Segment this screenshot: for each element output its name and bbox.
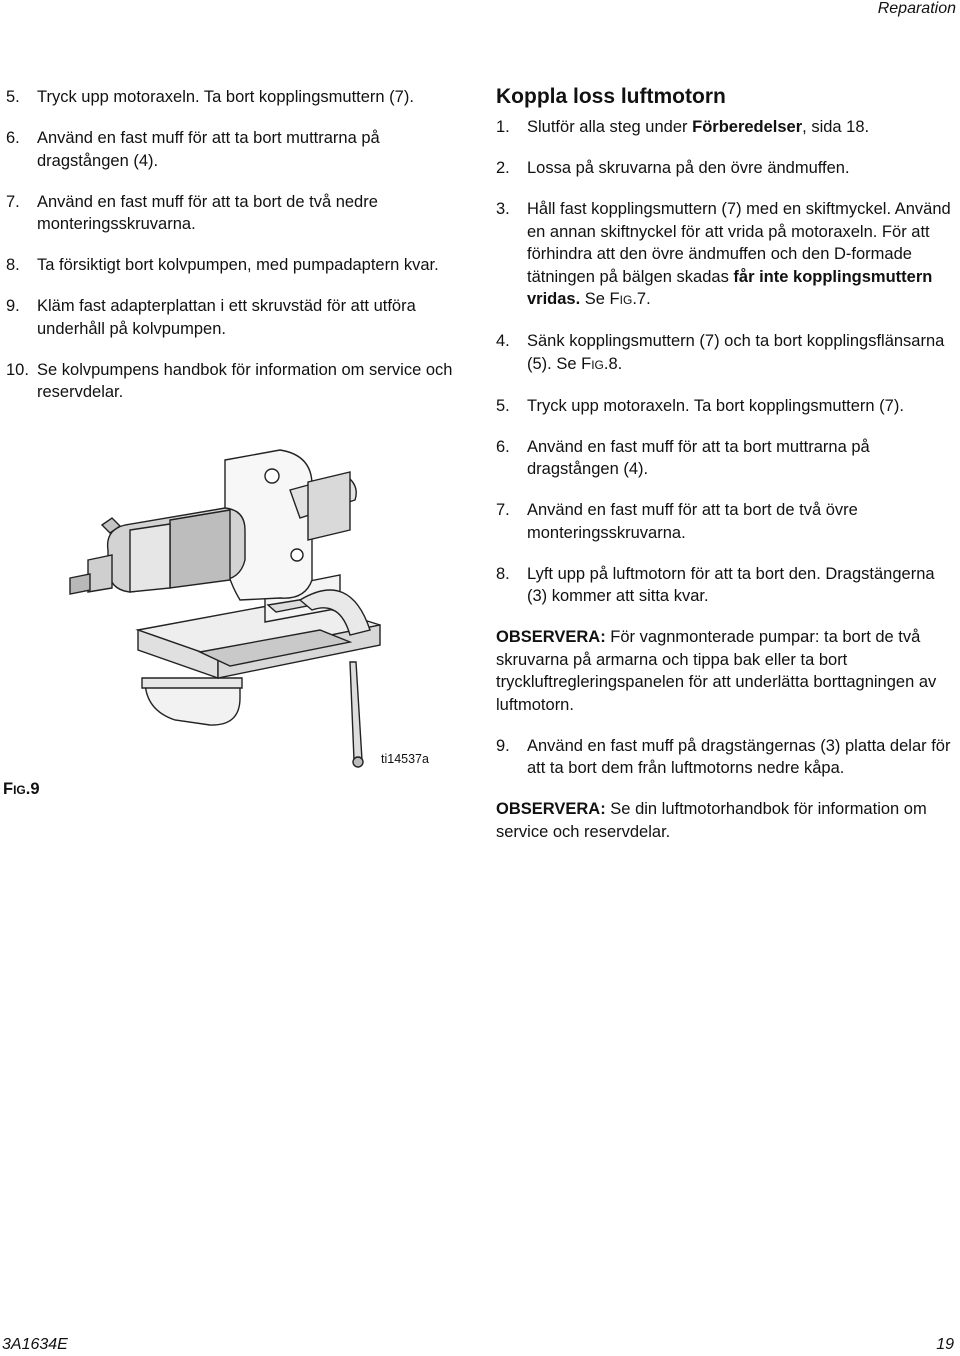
step-number: 9. <box>496 736 510 755</box>
step-number: 9. <box>6 297 20 315</box>
section-heading: Koppla loss luftmotorn <box>496 85 726 108</box>
step-text: Använd en fast muff på dragstängernas (3) platta delar för att ta bort dem från luftmotorns nedre kåpa. <box>527 736 951 777</box>
list-item <box>496 735 956 780</box>
step-text: Kläm fast adapterplattan i ett skruvstäd för att utföra underhåll på kolvpumpen. <box>37 297 416 338</box>
list-item <box>496 157 956 180</box>
step-number: 5. <box>496 396 510 415</box>
step-number: 8. <box>6 256 20 274</box>
step-text: Använd en fast muff för att ta bort muttrarna på dragstången (4). <box>37 129 380 170</box>
step-text: Tryck upp motoraxeln. Ta bort kopplingsmuttern (7). <box>527 396 904 415</box>
list-item <box>6 359 468 404</box>
figure-label: FIG.9 <box>3 780 40 798</box>
list-item <box>496 499 956 544</box>
step-number: 6. <box>496 437 510 456</box>
step-text: Lossa på skruvarna på den övre ändmuffen. <box>527 159 850 177</box>
page-number: 19 <box>936 1336 954 1353</box>
step-number: 3. <box>496 200 510 218</box>
list-item <box>496 395 956 418</box>
running-header: Reparation <box>877 0 956 17</box>
list-item <box>6 191 468 236</box>
step-text: Ta försiktigt bort kolvpumpen, med pumpadaptern kvar. <box>37 256 439 274</box>
step-text: Håll fast kopplingsmuttern (7) med en skiftmyckel. Använd en annan skiftnyckel för att vrida på motoraxeln. För att förhindra att den övre ändmuffen och den D-formade tätningen på bälgen skadas får inte kopplingsmuttern vridas. Se FIG.7. <box>527 200 951 308</box>
step-number: 7. <box>6 192 20 211</box>
step-text: Se kolvpumpens handbok för information om service och reservdelar. <box>37 360 453 401</box>
list-item <box>6 127 468 172</box>
step-text: Använd en fast muff för att ta bort muttrarna på dragstången (4). <box>527 437 870 478</box>
step-number: 7. <box>496 501 510 519</box>
list-item <box>496 563 956 608</box>
document-id: 3A1634E <box>2 1336 68 1353</box>
step-text: Slutför alla steg under Förberedelser, sida 18. <box>527 118 870 136</box>
step-text: Tryck upp motoraxeln. Ta bort kopplingsmuttern (7). <box>37 88 414 106</box>
left-column <box>6 86 468 422</box>
list-item <box>6 254 468 277</box>
list-item <box>6 295 468 340</box>
figure-image-id: ti14537a <box>381 752 429 766</box>
note-paragraph: OBSERVERA: För vagnmonterade pumpar: ta bort de två skruvarna på armarna och tippa bak eller ta bort tryckluftregleringspanelen för att underlätta borttagningen av luftmotorn. <box>496 628 937 714</box>
step-number: 2. <box>496 159 510 177</box>
step-number: 6. <box>6 129 20 147</box>
list-item <box>496 198 956 312</box>
step-text: Använd en fast muff för att ta bort de två övre monteringsskruvarna. <box>527 501 858 542</box>
step-number: 4. <box>496 332 510 350</box>
step-text: Använd en fast muff för att ta bort de två nedre monteringsskruvarna. <box>37 192 378 233</box>
step-number: 1. <box>496 118 510 136</box>
piston-pump-vise-illustration <box>50 430 470 775</box>
list-item <box>496 436 956 481</box>
list-item <box>6 86 468 109</box>
list-item <box>496 116 956 139</box>
note-paragraph: OBSERVERA: Se din luftmotorhandbok för information om service och reservdelar. <box>496 800 927 841</box>
step-number: 8. <box>496 564 510 583</box>
step-text: Lyft upp på luftmotorn för att ta bort den. Dragstängerna (3) kommer att sitta kvar. <box>527 564 935 605</box>
step-number: 10. <box>6 360 29 379</box>
step-number: 5. <box>6 88 20 106</box>
step-text: Sänk kopplingsmuttern (7) och ta bort kopplingsflänsarna (5). Se FIG.8. <box>527 332 945 373</box>
list-item <box>496 330 956 376</box>
right-column <box>496 84 956 862</box>
